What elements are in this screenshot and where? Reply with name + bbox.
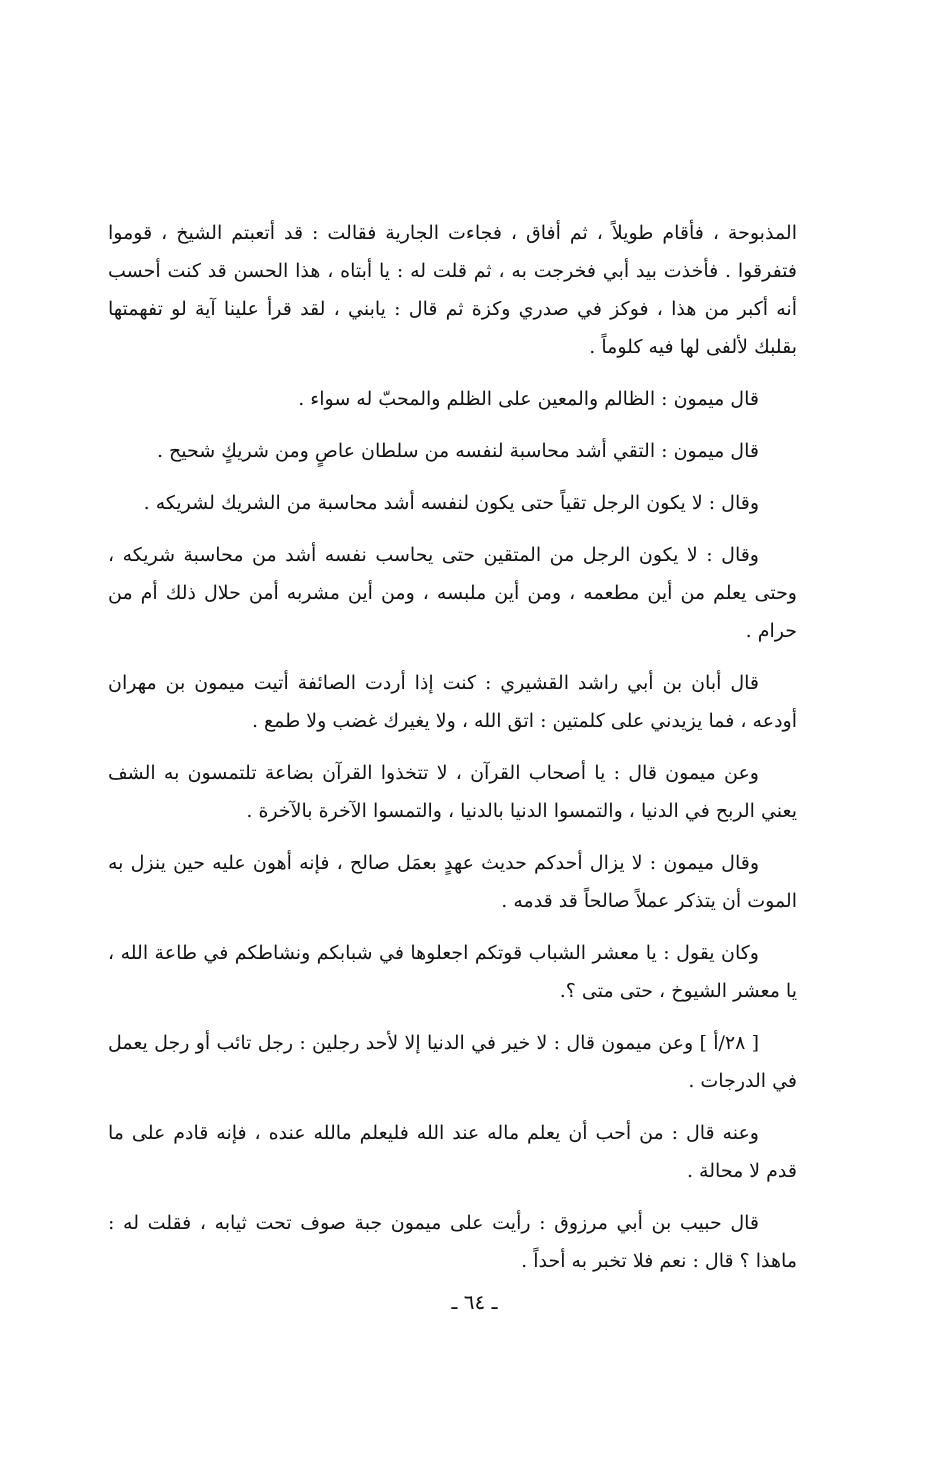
paragraph-3: قال ميمون : التقي أشد محاسبة لنفسه من سلطان عاصٍ ومن شريكٍ شحيح . <box>156 440 759 462</box>
paragraph-8: وقال ميمون : لا يزال أحدكم حديث عهدٍ بعمَل صالح ، فإنه أهون عليه حين ينزل به الموت أن يتذكر عملاً صالحاً قد قدمه . <box>108 852 797 912</box>
page-body <box>108 214 797 1294</box>
paragraph-6: قال أبان بن أبي راشد القشيري : كنت إذا أردت الصائفة أتيت ميمون بن مهران أودعه ، فما يزيدني على كلمتين : اتق الله ، ولا يغيرك غضب ولا طمع . <box>108 672 797 732</box>
paragraph-2: قال ميمون : الظالم والمعين على الظلم والمحبّ له سواء . <box>298 388 759 410</box>
paragraph-1: المذبوحة ، فأقام طويلاً ، ثم أفاق ، فجاءت الجارية فقالت : قد أتعبتم الشيخ ، قوموا فتفرقوا . فأخذت بيد أبي فخرجت به ، ثم قلت له : يا أبتاه ، هذا الحسن قد كنت أحسب أنه أكبر من هذا ، فوكز في صدري وكزة ثم قال : يابني ، لقد قرأ علينا آية لو تفهمتها بقلبك لألفى لها فيه كلوماً . <box>108 222 797 358</box>
paragraph-4: وقال : لا يكون الرجل تقياً حتى يكون لنفسه أشد محاسبة من الشريك لشريكه . <box>143 492 759 514</box>
paragraph-10: [ ٢٨/أ ] وعن ميمون قال : لا خير في الدنيا إلا لأحد رجلين : رجل تائب أو رجل يعمل في الدرجات . <box>108 1032 797 1092</box>
paragraph-7: وعن ميمون قال : يا أصحاب القرآن ، لا تتخذوا القرآن بضاعة تلتمسون به الشف يعني الربح في الدنيا ، والتمسوا الدنيا بالدنيا ، والتمسوا الآخرة بالآخرة . <box>108 762 797 822</box>
page-number: ـ ٦٤ ـ <box>451 1290 498 1314</box>
paragraph-11: وعنه قال : من أحب أن يعلم ماله عند الله فليعلم مالله عنده ، فإنه قادم على ما قدم لا محالة . <box>108 1122 797 1182</box>
paragraph-5: وقال : لا يكون الرجل من المتقين حتى يحاسب نفسه أشد من محاسبة شريكه ، وحتى يعلم من أين مطعمه ، ومن أين ملبسه ، ومن أين مشربه أمن حلال ذلك أم من حرام . <box>108 544 797 642</box>
paragraph-12: قال حبيب بن أبي مرزوق : رأيت على ميمون جبة صوف تحت ثيابه ، فقلت له : ماهذا ؟ قال : نعم فلا تخبر به أحداً . <box>108 1212 797 1272</box>
paragraph-9: وكان يقول : يا معشر الشباب قوتكم اجعلوها في شبابكم ونشاطكم في طاعة الله ، يا معشر الشيوخ ، حتى متى ؟. <box>108 942 797 1002</box>
